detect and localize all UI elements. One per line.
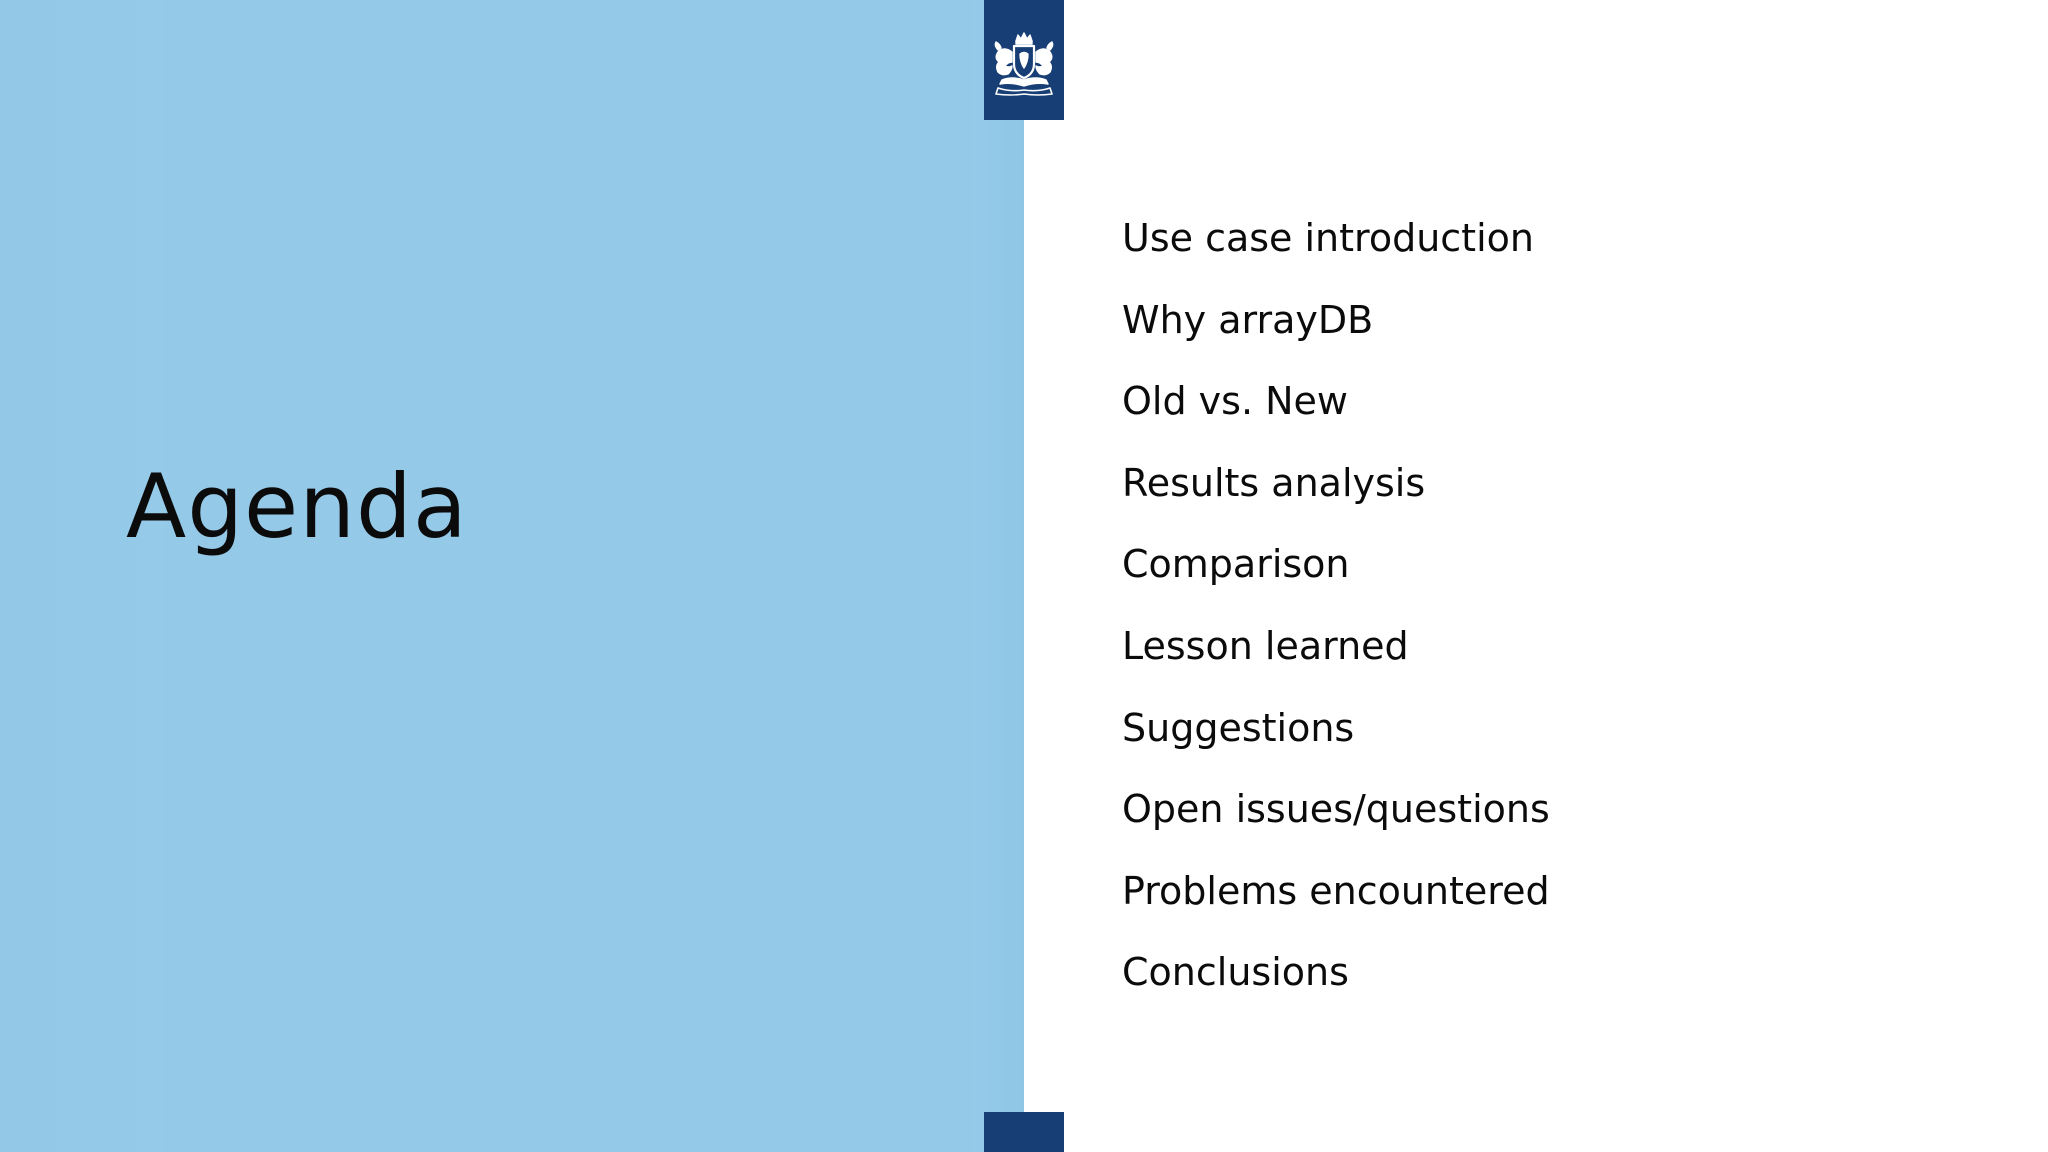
logo-band xyxy=(984,0,1064,120)
bottom-band xyxy=(984,1112,1064,1152)
slide-title: Agenda xyxy=(126,455,468,558)
panel-shade-left xyxy=(0,0,165,1152)
agenda-list xyxy=(1122,208,1550,1024)
agenda-item: Use case introduction xyxy=(1122,216,1534,260)
agenda-item: Conclusions xyxy=(1122,950,1349,995)
agenda-item: Suggestions xyxy=(1122,705,1355,750)
agenda-item: Comparison xyxy=(1122,542,1350,587)
agenda-item: Results analysis xyxy=(1122,460,1426,505)
agenda-item: Lesson learned xyxy=(1122,623,1409,668)
agenda-item: Open issues/questions xyxy=(1122,787,1550,832)
agenda-item: Old vs. New xyxy=(1122,379,1348,424)
agenda-item: Why arrayDB xyxy=(1122,297,1374,342)
panel-shade-right xyxy=(974,0,1024,1152)
royal-coat-of-arms-icon xyxy=(990,32,1058,96)
agenda-item: Problems encountered xyxy=(1122,868,1550,913)
